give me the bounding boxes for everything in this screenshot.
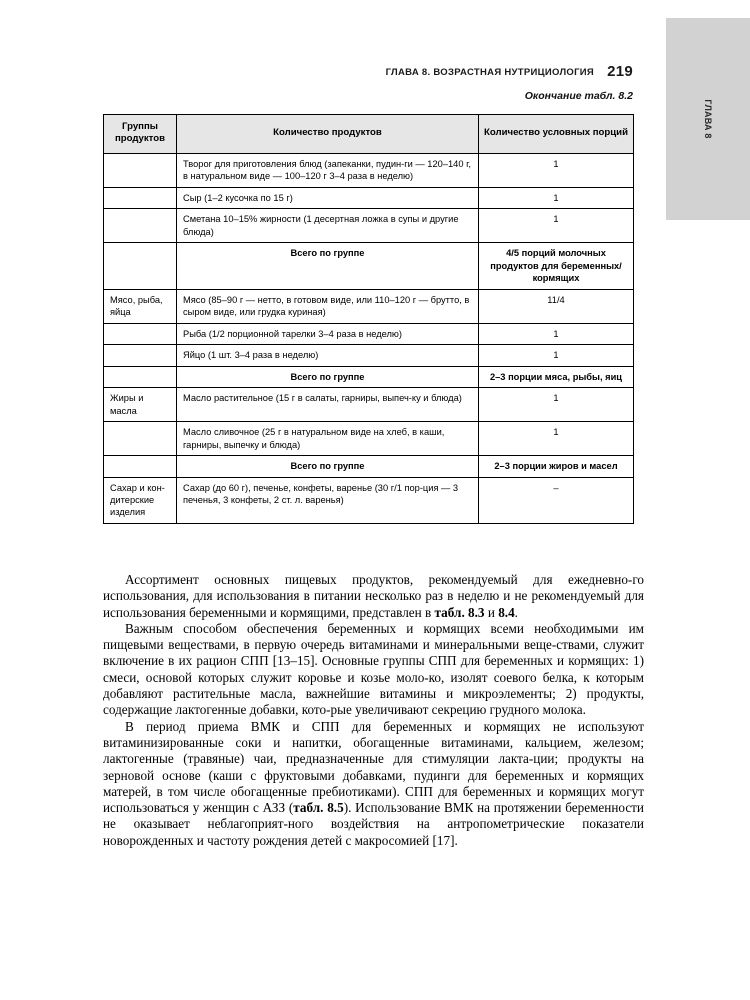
cell-product-amount: Масло растительное (15 г в салаты, гарниры, выпеч-ку и блюда) — [177, 388, 479, 422]
nutrition-table-wrapper — [103, 114, 633, 524]
paragraph-1-part-a: Ассортимент основных пищевых продуктов, рекомендуемый для ежедневно-го использования, для использования в питании несколько раз в неделю и не рекомендуемый для использования беременными и кормящими, представлен в — [103, 572, 644, 620]
running-head-title: ГЛАВА 8. ВОЗРАСТНАЯ НУТРИЦИОЛОГИЯ — [385, 67, 595, 78]
page-number: 219 — [607, 63, 633, 80]
cell-group — [104, 456, 177, 478]
paragraph-assortment — [103, 572, 644, 621]
cell-product-amount: Сметана 10–15% жирности (1 десертная ложка в супы и другие блюда) — [177, 209, 479, 243]
cell-product-amount: Сыр (1–2 кусочка по 15 г) — [177, 187, 479, 208]
cell-product-amount: Рыба (1/2 порционной тарелки 3–4 раза в неделю) — [177, 323, 479, 344]
cell-group: Сахар и кон-дитерские изделия — [104, 477, 177, 523]
table-row — [104, 366, 634, 388]
table-header-row — [104, 115, 634, 154]
cell-group — [104, 323, 177, 344]
cell-group: Мясо, рыба, яйца — [104, 289, 177, 323]
cell-product-amount: Сахар (до 60 г), печенье, конфеты, варенье (30 г/1 пор-ция — 3 печенья, 3 конфеты, 2 ст. л. варенья) — [177, 477, 479, 523]
paragraph-vmk-period — [103, 719, 644, 849]
table-body — [104, 153, 634, 523]
column-header-portions: Количество условных порций — [479, 115, 634, 154]
cell-group — [104, 366, 177, 388]
cell-portions: 1 — [479, 345, 634, 366]
table-row — [104, 323, 634, 344]
cell-group-total-portions: 2–3 порции мяса, рыбы, яиц — [479, 366, 634, 388]
column-header-group: Группы продуктов — [104, 115, 177, 154]
table-row — [104, 456, 634, 478]
cell-product-amount: Творог для приготовления блюд (запеканки, пудин-ги — 120–140 г, в натуральном виде — 100–120 г 3–4 раза в неделю) — [177, 153, 479, 187]
paragraph-spp-groups: Важным способом обеспечения беременных и кормящих всеми необходимыми им пищевыми веществами, в первую очередь витаминами и минеральными веще-ствами, служит включение в их рацион СПП [13–15]. Основные группы СПП для беременных и кормящих: 1) смеси, основой которых служит коровье и козье моло-ко, изолят соевого белка, к которым добавляют растительные масла, важнейшие витамины и микроэлементы; 2) продукты, содержащие лактогенные добавки, кото-рые увеличивают секрецию грудного молока. — [103, 620, 644, 718]
cell-group-total-portions: 4/5 порций молочных продуктов для беременных/кормящих — [479, 243, 634, 290]
paragraph-3-part-a: В период приема ВМК и СПП для беременных и кормящих не используют витаминизированные соки и напитки, обогащенные витаминами, кальцием, железом; лактогенные (травяные) чаи, предназначенные для стимуляции лакта-ции; продукты на зерновой основе (каши с фруктовыми добавками, пудинги для беременных и кормящих матерей, в том числе обогащенные пребиотиками). СПП для беременных и кормящих могут использоваться у женщин с АЗЗ ( — [103, 718, 644, 816]
table-caption: Окончание табл. 8.2 — [524, 90, 633, 102]
cell-product-amount: Яйцо (1 шт. 3–4 раза в неделю) — [177, 345, 479, 366]
table-ref-8-5: табл. 8.5 — [293, 800, 344, 816]
table-row — [104, 289, 634, 323]
cell-portions: 1 — [479, 323, 634, 344]
chapter-tab-label: ГЛАВА 8 — [703, 99, 713, 139]
cell-product-amount: Мясо (85–90 г — нетто, в готовом виде, или 110–120 г — брутто, в сыром виде, или грудка куриная) — [177, 289, 479, 323]
cell-group — [104, 187, 177, 208]
cell-group: Жиры и масла — [104, 388, 177, 422]
cell-group-total-portions: 2–3 порции жиров и масел — [479, 456, 634, 478]
table-ref-8-3: табл. 8.3 — [434, 604, 485, 620]
paragraph-1-part-e: . — [514, 604, 518, 620]
table-ref-8-4: 8.4 — [498, 604, 515, 620]
cell-group-total-label: Всего по группе — [177, 243, 479, 290]
body-text — [103, 572, 644, 849]
column-header-amount: Количество продуктов — [177, 115, 479, 154]
cell-group — [104, 422, 177, 456]
cell-portions: 1 — [479, 187, 634, 208]
cell-group-total-label: Всего по группе — [177, 456, 479, 478]
nutrition-table — [103, 114, 634, 524]
table-row — [104, 477, 634, 523]
table-row — [104, 209, 634, 243]
cell-product-amount: Масло сливочное (25 г в натуральном виде на хлеб, в каши, гарниры, выпечку и блюда) — [177, 422, 479, 456]
cell-group — [104, 153, 177, 187]
cell-group-total-label: Всего по группе — [177, 366, 479, 388]
cell-group — [104, 209, 177, 243]
running-head — [103, 63, 633, 80]
table-row — [104, 388, 634, 422]
cell-portions: 1 — [479, 422, 634, 456]
chapter-thumb-tab — [666, 18, 750, 220]
cell-portions: 1 — [479, 209, 634, 243]
cell-portions: 1 — [479, 153, 634, 187]
cell-group — [104, 345, 177, 366]
table-row — [104, 187, 634, 208]
paragraph-3-part-c: ). Использование ВМК на протяжении беременности не оказывает неблагоприят-ного воздействия на антропометрические показатели новорожденных и частоту рождения детей с макросомией [17]. — [103, 800, 644, 848]
cell-portions: 11/4 — [479, 289, 634, 323]
cell-portions: – — [479, 477, 634, 523]
cell-portions: 1 — [479, 388, 634, 422]
table-row — [104, 422, 634, 456]
table-row — [104, 345, 634, 366]
paragraph-1-part-c: и — [484, 604, 499, 620]
cell-group — [104, 243, 177, 290]
table-row — [104, 153, 634, 187]
table-row — [104, 243, 634, 290]
